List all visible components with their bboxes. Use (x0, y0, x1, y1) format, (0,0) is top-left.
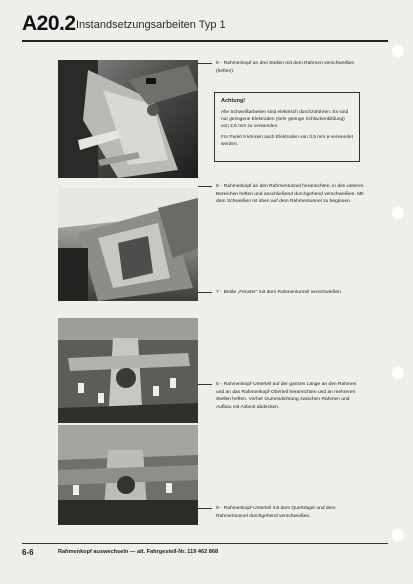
step-text: Rahmenkopf an drei Stellen mit dem Rahmen verschweißen (heften). (216, 61, 355, 74)
page-header (22, 12, 388, 42)
photo-step-8 (58, 318, 198, 423)
page-number: 6-6 (22, 548, 34, 557)
step-7-leader-line (198, 292, 212, 293)
punch-hole (391, 528, 405, 542)
punch-hole (391, 366, 405, 380)
photo-step-9 (58, 425, 198, 525)
step-number: 8 - (216, 382, 222, 387)
step-8 (216, 381, 364, 411)
footer-rule (22, 543, 388, 544)
step-text: Rahmenkopf an den Rahmentunnel heranrichten, in den unteren Bereichen heften und anschließend durchgehend verschweißen. Mit dem Schweißen ist oben auf dem Rahmentunnel zu beginnen. (216, 184, 364, 205)
step-text: Rahmenkopf-Unterteil mit dem Querträger und dem Rahmentunnel durchgehend verschweißen. (216, 506, 336, 519)
step-text: Beide „Fenster“ mit dem Rahmentunnel verschweißen. (223, 290, 343, 295)
step-number: 5 - (216, 61, 222, 66)
section-code: A20.2 (22, 12, 76, 35)
step-number: 6 - (216, 184, 222, 189)
warning-paragraph-2: Für Punkt 9 können auch Elektroden von 3,5 mm ø verwendet werden. (221, 134, 353, 148)
step-number: 7 - (216, 290, 222, 295)
step-5 (216, 60, 364, 75)
step-5-leader-line (198, 63, 212, 64)
section-title: Instandsetzungsarbeiten Typ 1 (76, 19, 226, 31)
step-number: 9 - (216, 506, 222, 511)
step-7 (216, 289, 364, 297)
step-9-leader-line (198, 508, 212, 509)
step-text: Rahmenkopf-Unterteil auf der ganzen Länge an den Rahmen und an das Rahmenkopf-Oberteil heranrichten und an mehreren Stellen heften. Vorher Gummidichtung zwischen Rahmen und Aufbau mit Asbest abdecken. (216, 382, 357, 410)
warning-paragraph-1: Alle Schweißarbeiten sind elektrisch durchzuführen. Es sind nur gezogene Elektroden (sehr geringe Schlackenbildung) von 2,5 mm zu verwenden. (221, 109, 349, 130)
photo-step-6 (58, 188, 198, 301)
step-8-leader-line (198, 384, 212, 385)
punch-hole (391, 206, 405, 220)
step-9 (216, 505, 364, 520)
footer-text: Rahmenkopf auswechseln — alt. Fahrgestell-Nr. 119 462 868 (58, 549, 219, 555)
header-rule (22, 40, 388, 42)
step-6-leader-line (198, 186, 212, 187)
warning-heading: Achtung! (221, 98, 246, 104)
photo-step-5 (58, 60, 198, 178)
warning-box (214, 92, 360, 162)
step-6 (216, 183, 364, 206)
punch-hole (391, 44, 405, 58)
